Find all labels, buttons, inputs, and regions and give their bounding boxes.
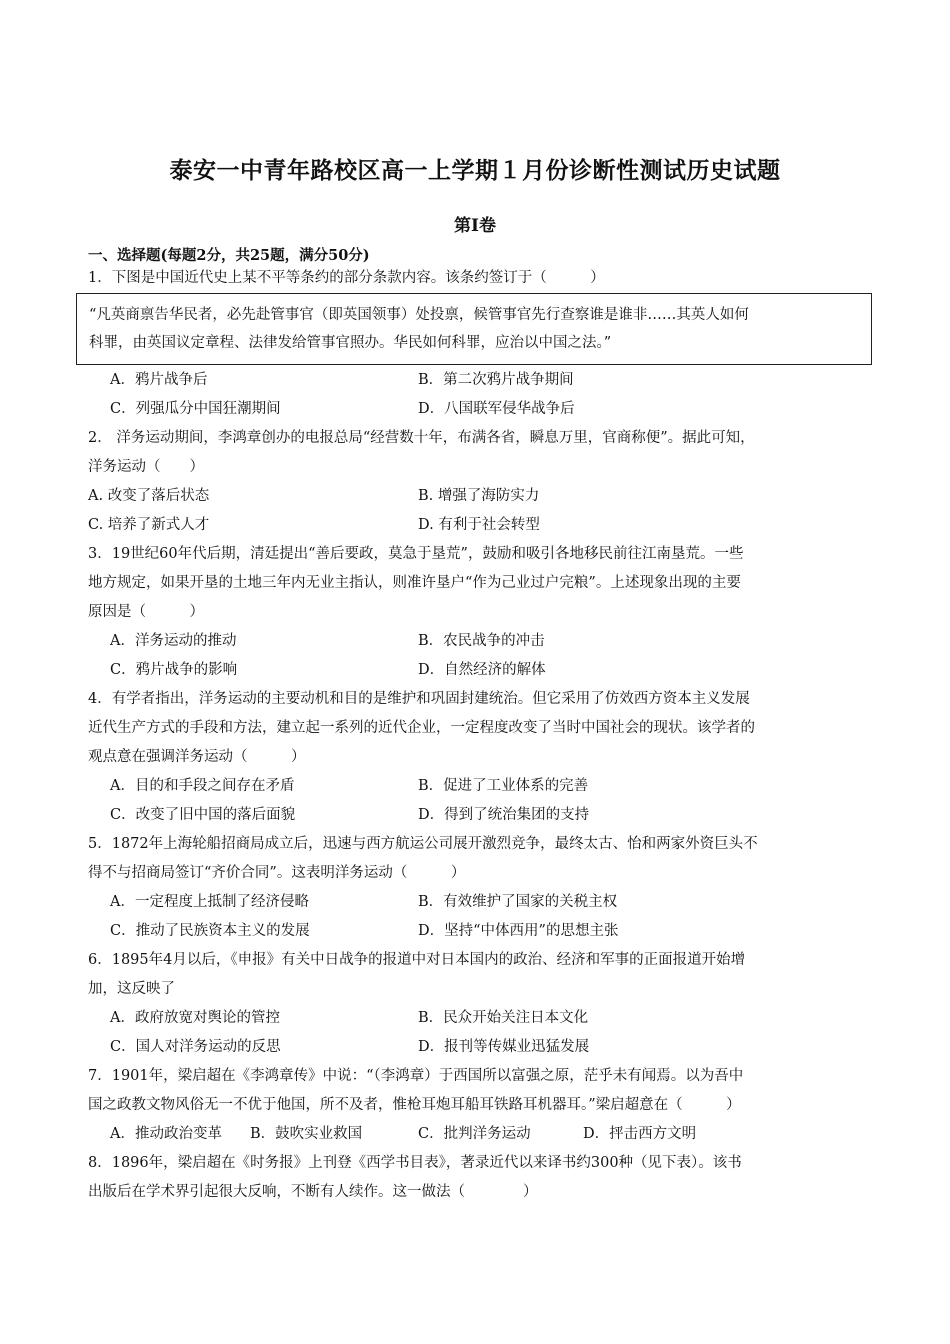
q6-stem: 6．1895年4月以后，《申报》有关中日战争的报道中对日本国内的政治、经济和军事的正面报道开始增 xyxy=(88,952,746,968)
q7-option-d: D．抨击西方文明 xyxy=(583,1126,697,1142)
q5-option-a: A．一定程度上抵制了经济侵略 xyxy=(110,894,309,910)
q6-option-b: B．民众开始关注日本文化 xyxy=(418,1010,589,1026)
q7-option-b: B．鼓吹实业救国 xyxy=(250,1126,363,1142)
q3-option-c: C．鸦片战争的影响 xyxy=(110,662,238,678)
q4-stem: 观点意在强调洋务运动（ ） xyxy=(88,749,306,765)
q1-stem: 1．下图是中国近代史上某不平等条约的部分条款内容。该条约签订于（ ） xyxy=(88,270,605,286)
q1-quote-line: “凡英商禀告华民者，必先赴管事官（即英国领事）处投禀，候管事官先行查察谁是谁非……其英人如何 xyxy=(89,307,749,323)
q3-option-a: A．洋务运动的推动 xyxy=(110,633,237,649)
q8-stem: 出版后在学术界引起很大反响，不断有人续作。这一做法（ ） xyxy=(88,1184,538,1200)
q4-option-d: D．得到了统治集团的支持 xyxy=(418,807,590,823)
volume-heading: 第Ⅰ卷 xyxy=(454,216,496,236)
q2-stem: 2． 洋务运动期间，李鸿章创办的电报总局“经营数十年，布满各省，瞬息万里，官商称便”。据此可知， xyxy=(88,430,755,446)
q5-option-c: C．推动了民族资本主义的发展 xyxy=(110,923,310,939)
q4-stem: 4．有学者指出，洋务运动的主要动机和目的是维护和巩固封建统治。但它采用了仿效西方资本主义发展 xyxy=(88,691,750,707)
q2-option-a: A. 改变了落后状态 xyxy=(88,488,210,504)
q5-option-b: B．有效维护了国家的关税主权 xyxy=(418,894,618,910)
q1-quote-box xyxy=(76,293,872,365)
exam-title: 泰安一中青年路校区高一上学期１月份诊断性测试历史试题 xyxy=(169,158,781,184)
q7-option-a: A．推动政治变革 xyxy=(110,1126,222,1142)
q2-option-d: D. 有利于社会转型 xyxy=(418,517,540,533)
q1-quote-line: 科罪，由英国议定章程、法律发给管事官照办。华民如何科罪，应治以中国之法。” xyxy=(89,335,612,351)
q1-option-b: B．第二次鸦片战争期间 xyxy=(418,372,574,388)
q2-option-b: B. 增强了海防实力 xyxy=(418,488,540,504)
q4-stem: 近代生产方式的手段和方法，建立起一系列的近代企业，一定程度改变了当时中国社会的现状。该学者的 xyxy=(88,720,755,736)
q5-stem: 得不与招商局签订“齐价合同”。这表明洋务运动（ ） xyxy=(88,865,466,881)
q6-stem: 加，这反映了 xyxy=(88,981,175,997)
q5-stem: 5．1872年上海轮船招商局成立后，迅速与西方航运公司展开激烈竞争，最终太古、怡和两家外资巨头不 xyxy=(88,836,758,852)
q7-stem: 7．1901年，梁启超在《李鸿章传》中说：“（李鸿章）于西国所以富强之原，茫乎未有闻焉。以为吾中 xyxy=(88,1068,744,1084)
q6-option-a: A．政府放宽对舆论的管控 xyxy=(110,1010,280,1026)
q4-option-c: C．改变了旧中国的落后面貌 xyxy=(110,807,296,823)
q5-option-d: D．坚持“中体西用”的思想主张 xyxy=(418,923,619,939)
section-heading: 一、选择题(每题2分，共25题，满分50分) xyxy=(88,247,370,264)
q1-option-c: C．列强瓜分中国狂潮期间 xyxy=(110,401,281,417)
q3-stem: 地方规定，如果开垦的土地三年内无业主指认，则准许垦户“作为己业过户完粮”。上述现象出现的主要 xyxy=(88,575,741,591)
q7-stem: 国之政教文物风俗无一不优于他国，所不及者，惟枪耳炮耳船耳铁路耳机器耳。”梁启超意在（ ） xyxy=(88,1097,741,1113)
q6-option-c: C．国人对洋务运动的反思 xyxy=(110,1039,281,1055)
q4-option-b: B．促进了工业体系的完善 xyxy=(418,778,589,794)
q2-stem: 洋务运动（ ） xyxy=(88,459,204,475)
q3-stem: 原因是（ ） xyxy=(88,604,204,620)
q4-option-a: A．目的和手段之间存在矛盾 xyxy=(110,778,295,794)
q2-option-c: C. 培养了新式人才 xyxy=(88,517,210,533)
q3-stem: 3．19世纪60年代后期，清廷提出“善后要政，莫急于垦荒”，鼓励和吸引各地移民前往江南垦荒。一些 xyxy=(88,546,744,562)
q6-option-d: D．报刊等传媒业迅猛发展 xyxy=(418,1039,590,1055)
q1-option-a: A．鸦片战争后 xyxy=(110,372,208,388)
q3-option-d: D．自然经济的解体 xyxy=(418,662,546,678)
q1-option-d: D．八国联军侵华战争后 xyxy=(418,401,575,417)
q8-stem: 8．1896年，梁启超在《时务报》上刊登《西学书目表》，著录近代以来译书约300种（见下表）。该书 xyxy=(88,1155,742,1171)
q7-option-c: C．批判洋务运动 xyxy=(418,1126,531,1142)
q3-option-b: B．农民战争的冲击 xyxy=(418,633,545,649)
